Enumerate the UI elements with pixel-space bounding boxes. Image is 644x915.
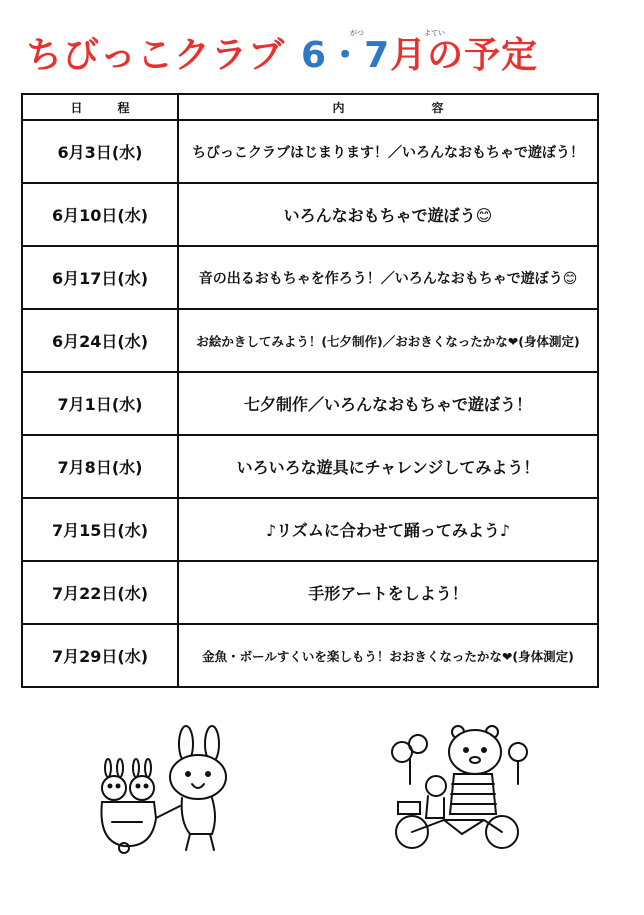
bear-bicycle-illustration [384,724,534,854]
row-content: 七夕制作／いろんなおもちゃで遊ぼう！ [178,372,598,435]
table-row [22,309,598,372]
row-content: いろいろな遊具にチャレンジしてみよう！ [178,435,598,498]
ruby-gatsu: がつ [350,29,364,37]
header-content [178,94,598,120]
row-date: 7月29日(水) [22,624,178,687]
row-content: お絵かきしてみよう！(七夕制作)／おおきくなったかな❤(身体測定) [178,309,598,372]
row-content: 手形アートをしよう！ [178,561,598,624]
row-date: 6月10日(水) [22,183,178,246]
row-date: 6月24日(水) [22,309,178,372]
row-date: 7月22日(水) [22,561,178,624]
table-row [22,372,598,435]
row-content: 音の出るおもちゃを作ろう！／いろんなおもちゃで遊ぼう😊 [178,246,598,309]
row-date: 6月3日(水) [22,120,178,183]
row-date: 7月8日(水) [22,435,178,498]
table-row [22,246,598,309]
schedule-table [21,93,599,688]
table-row [22,624,598,687]
row-date: 6月17日(水) [22,246,178,309]
row-content: ♪リズムに合わせて踊ってみよう♪ [178,498,598,561]
title-months: 6・7 [301,35,391,76]
row-date: 7月1日(水) [22,372,178,435]
title-schedule: 月の予定 [390,35,539,76]
table-header-row [22,94,598,120]
header-date-char-1: 日 [70,100,83,115]
ruby-yotei: よてい [424,29,445,37]
table-row [22,183,598,246]
header-content-char-2: 容 [431,100,444,115]
title-club-name: ちびっこクラブ [26,35,286,76]
table-row [22,561,598,624]
table-row [22,120,598,183]
row-date: 7月15日(水) [22,498,178,561]
row-content: いろんなおもちゃで遊ぼう😊 [178,183,598,246]
row-content: 金魚・ボールすくいを楽しもう！おおきくなったかな❤(身体測定) [178,624,598,687]
row-content: ちびっこクラブはじまります！／いろんなおもちゃで遊ぼう！ [178,120,598,183]
rabbits-illustration [94,722,244,862]
table-row [22,435,598,498]
table-row [22,498,598,561]
header-date-char-2: 程 [117,100,130,115]
page-title [26,34,538,78]
header-content-char-1: 内 [332,100,345,115]
header-date [22,94,178,120]
